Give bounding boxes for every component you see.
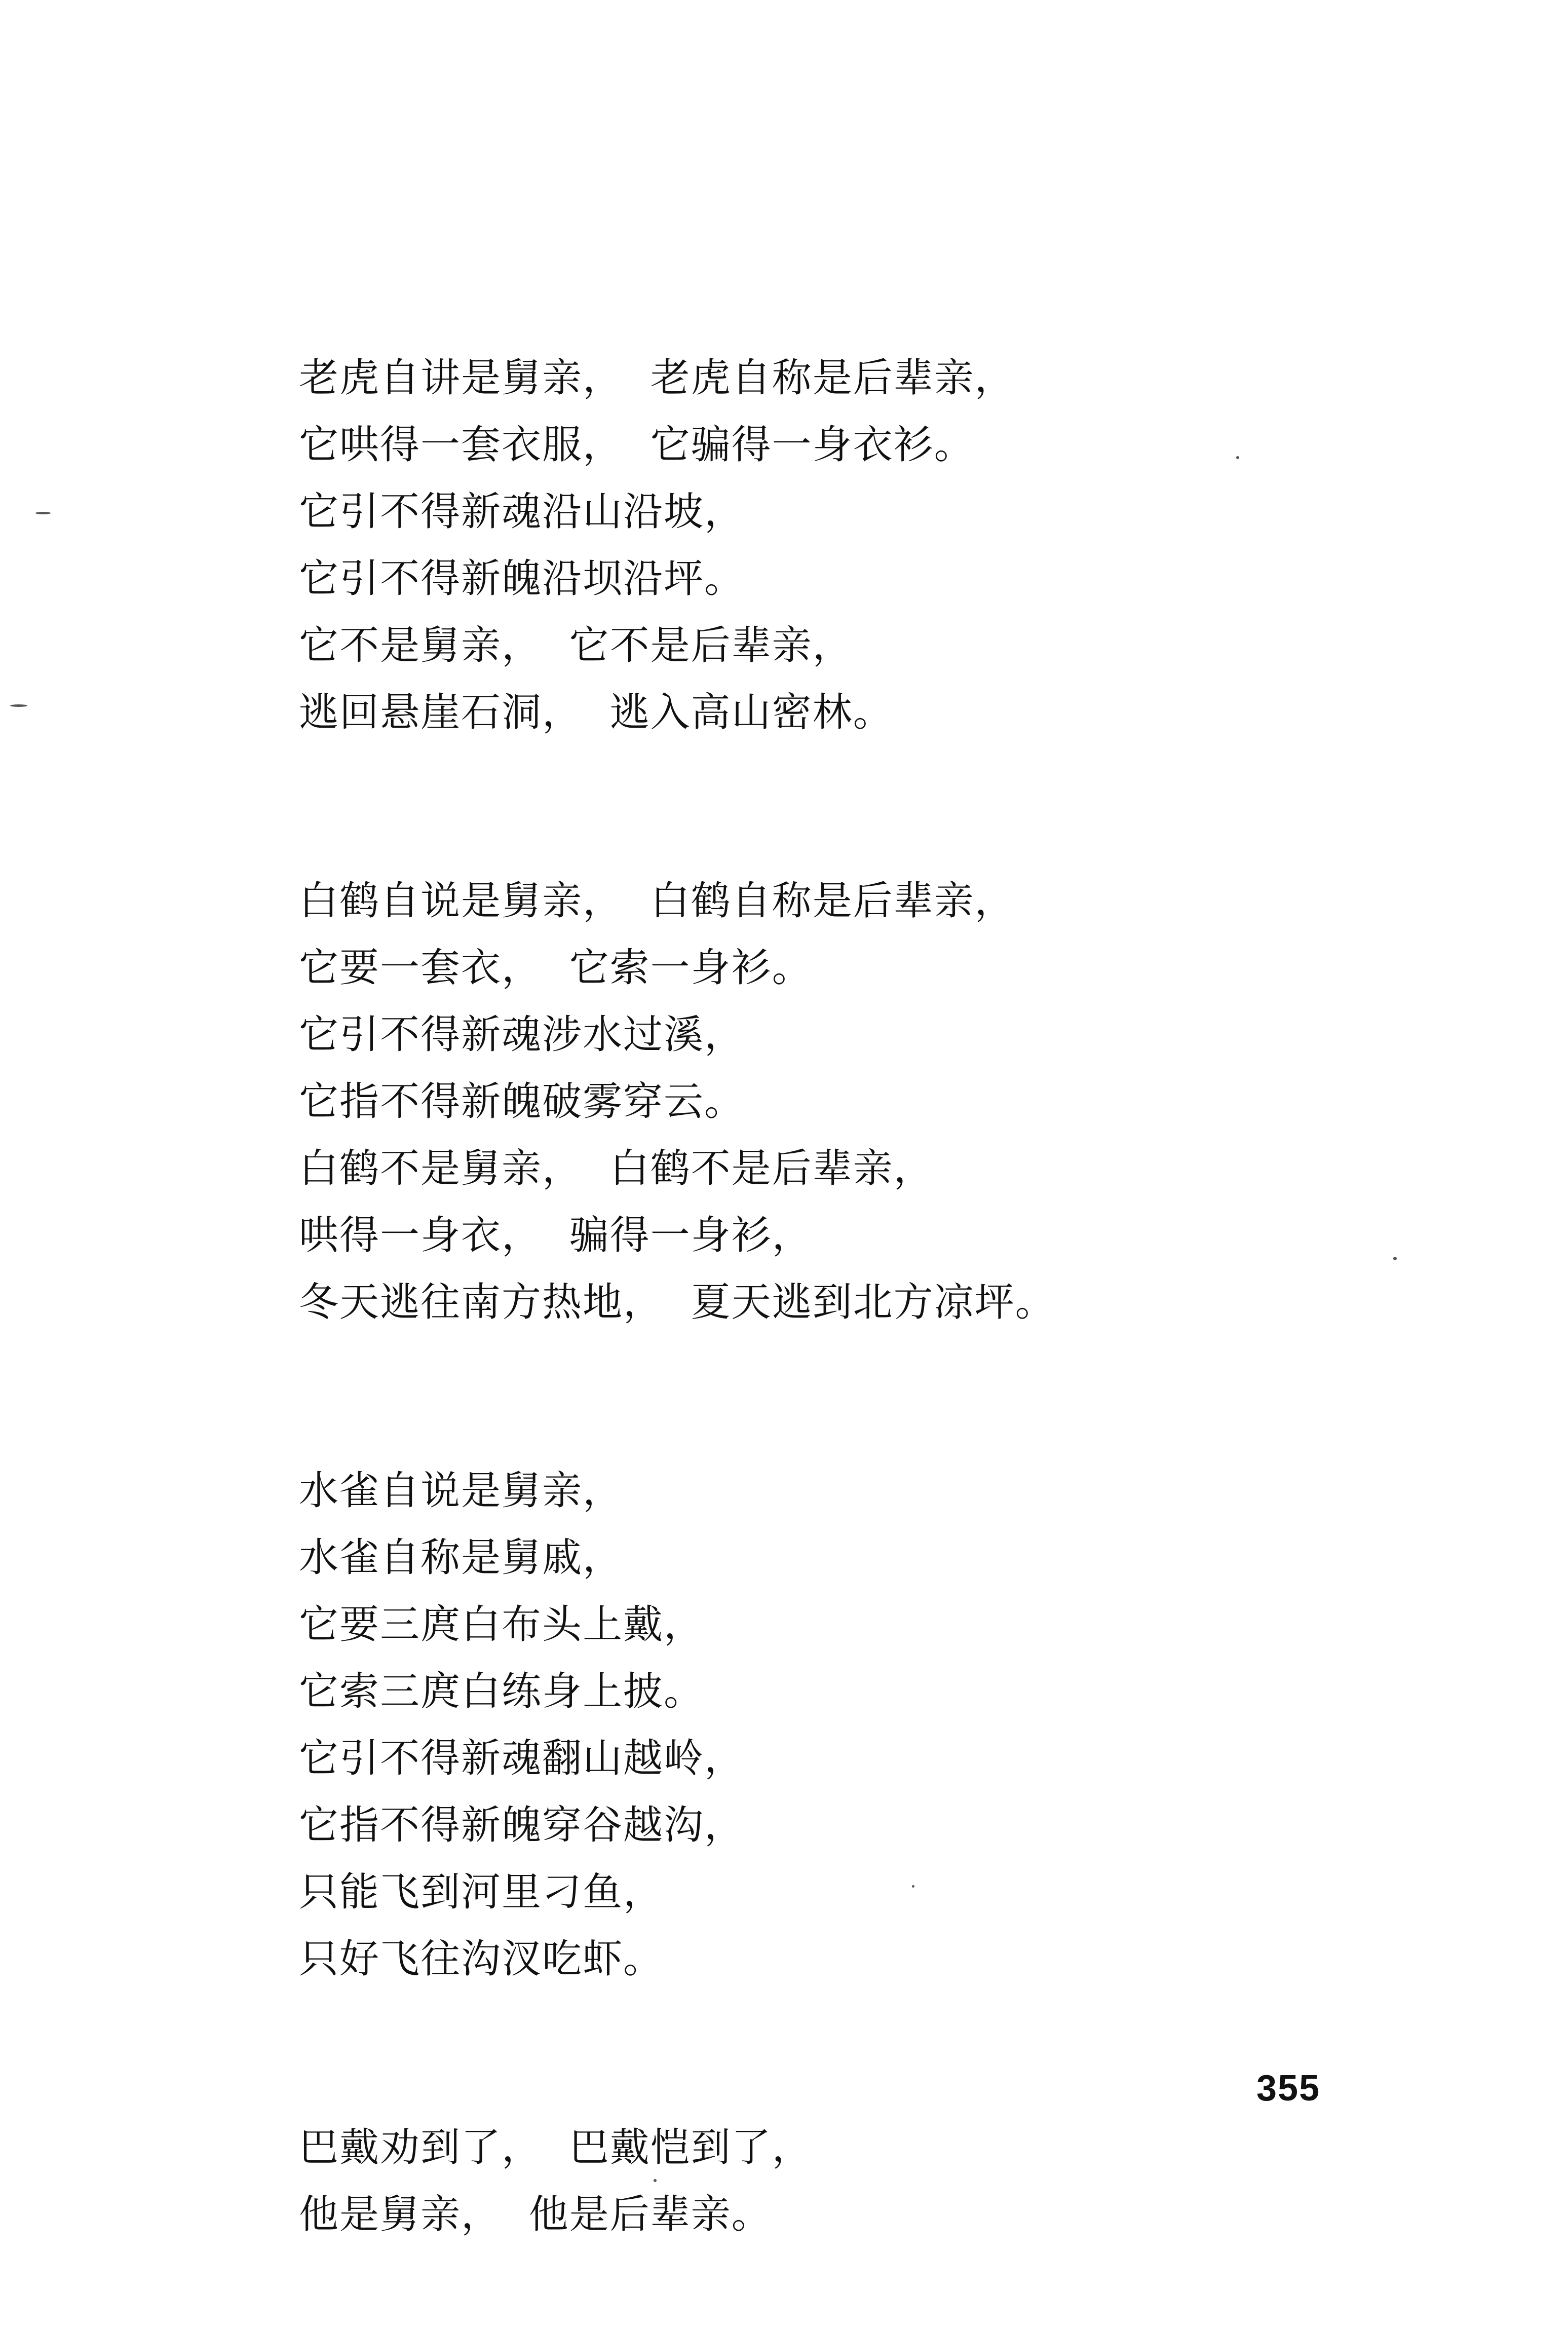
- page-number: 355: [1256, 2068, 1321, 2109]
- poem-line: 它指不得新魄穿谷越沟，: [299, 1803, 745, 1848]
- poem-line: 它引不得新魄沿坝沿坪。: [299, 556, 745, 602]
- poem-line: 它引不得新魂翻山越岭，: [299, 1736, 745, 1781]
- scan-speck: [1236, 456, 1239, 459]
- poem-line: 白鹤自说是舅亲， 白鹤自称是后辈亲，: [299, 878, 1015, 924]
- poem-line: 它引不得新魂涉水过溪，: [299, 1012, 745, 1058]
- scan-speck: [10, 704, 27, 707]
- poem-line: 冬天逃往南方热地， 夏天逃到北方凉坪。: [299, 1280, 1056, 1325]
- scan-speck: [35, 512, 51, 514]
- scan-speck: [912, 1885, 914, 1888]
- stanza-1: [299, 345, 1413, 746]
- poem-line: 他是舅亲， 他是后辈亲。: [299, 2192, 772, 2237]
- scan-speck: [654, 2179, 657, 2182]
- poem-line: 水雀自说是舅亲，: [299, 1468, 624, 1514]
- stanza-2: [299, 868, 1413, 1336]
- poem-line: 它不是舅亲， 它不是后辈亲，: [299, 623, 853, 668]
- poem-line: 它索三庹白练身上披。: [299, 1669, 705, 1714]
- poem-line: 它指不得新魄破雾穿云。: [299, 1079, 745, 1124]
- poem-line: 它引不得新魂沿山沿坡，: [299, 489, 745, 535]
- poem-line: 哄得一身衣， 骗得一身衫，: [299, 1213, 813, 1258]
- poem-body: [299, 345, 1413, 2248]
- poem-line: 它要一套衣， 它索一身衫。: [299, 945, 813, 991]
- poem-line: 巴戴劝到了， 巴戴恺到了，: [299, 2125, 813, 2170]
- poem-line: 白鹤不是舅亲， 白鹤不是后辈亲，: [299, 1146, 934, 1191]
- poem-line: 它哄得一套衣服， 它骗得一身衣衫。: [299, 422, 975, 468]
- poem-line: 只好飞往沟汊吃虾。: [299, 1936, 664, 1982]
- stanza-spacer: [299, 1336, 1413, 1457]
- stanza-spacer: [299, 1993, 1413, 2114]
- poem-line: 它要三庹白布头上戴，: [299, 1602, 705, 1647]
- poem-line: 逃回悬崖石洞， 逃入高山密林。: [299, 690, 894, 735]
- scan-speck: [1393, 1257, 1397, 1260]
- stanza-3: [299, 1457, 1413, 1993]
- stanza-spacer: [299, 746, 1413, 868]
- stanza-4: [299, 2114, 1413, 2248]
- poem-line: 只能飞到河里刁鱼，: [299, 1869, 664, 1915]
- poem-line: 老虎自讲是舅亲， 老虎自称是后辈亲，: [299, 355, 1015, 401]
- poem-line: 水雀自称是舅戚，: [299, 1535, 624, 1581]
